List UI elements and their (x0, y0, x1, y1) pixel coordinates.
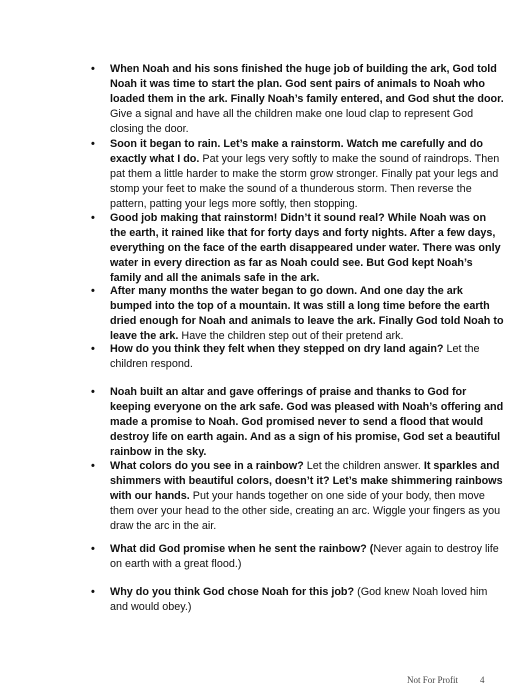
item-text (110, 585, 505, 615)
item-text (110, 284, 505, 344)
item-normal-text: Pat your legs very softly to make the sound of raindrops. Then pat them a little harder to make the storm grow stronger. Finally pat your legs and stomp your feet to make the sound of a thunderous storm. Then reverse the pattern, patting your legs more softly, then stopping. (110, 153, 500, 210)
item-text (110, 62, 505, 137)
item-text (110, 385, 505, 460)
bullet: • (91, 63, 95, 75)
item-text (110, 137, 505, 212)
bullet: • (91, 586, 95, 598)
bullet: • (91, 138, 95, 150)
item-bold-text: When Noah and his sons finished the huge job of building the ark, God told Noah it was time to start the plan. God sent pairs of animals to Noah who loaded them in the ark. Finally Noah’s family entered, and God shut the door. (110, 63, 504, 105)
item-text (110, 542, 505, 572)
item-bold-text: Soon it began to rain. Let’s make a rainstorm. Watch me carefully and do exactly what I do. (110, 138, 483, 165)
item-normal-text: Have the children step out of their pretend ark. (178, 330, 404, 342)
bullet: • (91, 543, 95, 555)
item-bold-text: What colors do you see in a rainbow? (110, 460, 304, 472)
item-normal-text: (God knew Noah loved him and would obey.) (110, 586, 488, 613)
item-normal-text: Give a signal and have all the children make one loud clap to represent God closing the door. (110, 108, 474, 135)
item-normal-text: Never again to destroy life on earth with a great flood.) (110, 543, 499, 570)
item-normal-text: Let the children answer. (303, 460, 424, 472)
item-text (110, 211, 505, 286)
bullet: • (91, 343, 95, 355)
item-bold-text: Noah built an altar and gave offerings of praise and thanks to God for keeping everyone on the ark safe. God was pleased with Noah’s offering and made a promise to Noah. God promised never to send a flood that would destroy life on earth again. And as a sign of his promise, God set a beautiful rainbow in the sky. (110, 386, 504, 458)
item-normal-text: Let the children respond. (110, 343, 480, 370)
page-number: 4 (480, 675, 485, 685)
bullet: • (91, 460, 95, 472)
bullet: • (91, 285, 95, 297)
item-bold-text: Good job making that rainstorm! Didn’t it sound real? While Noah was on the earth, it rained like that for forty days and forty nights. After a few days, everything on the face of the earth disappeared under water. There was only water in every direction as far as Noah could see. But God kept Noah’s family and all the animals safe in the ark. (110, 212, 501, 284)
bullet: • (91, 386, 95, 398)
item-bold-text: What did God promise when he sent the rainbow? ( (110, 543, 374, 555)
item-bold-text: How do you think they felt when they stepped on dry land again? (110, 343, 444, 355)
item-text (110, 342, 505, 372)
footer-label: Not For Profit (407, 675, 459, 685)
bullet: • (91, 212, 95, 224)
item-bold-text: Why do you think God chose Noah for this job? (110, 586, 355, 598)
item-bold-text: It sparkles and shimmers with beautiful colors, doesn’t it? Let’s make shimmering rainbows with our hands. (110, 460, 503, 502)
item-bold-text: After many months the water began to go down. And one day the ark bumped into the top of a mountain. It was still a long time before the earth dried enough for Noah and animals to leave the ark. Finally God told Noah to leave the ark. (110, 285, 504, 342)
item-normal-text: Put your hands together on one side of your body, then move them over your head to the other side, creating an arc. Wiggle your fingers as you draw the arc in the air. (110, 490, 501, 532)
item-text (110, 459, 505, 534)
